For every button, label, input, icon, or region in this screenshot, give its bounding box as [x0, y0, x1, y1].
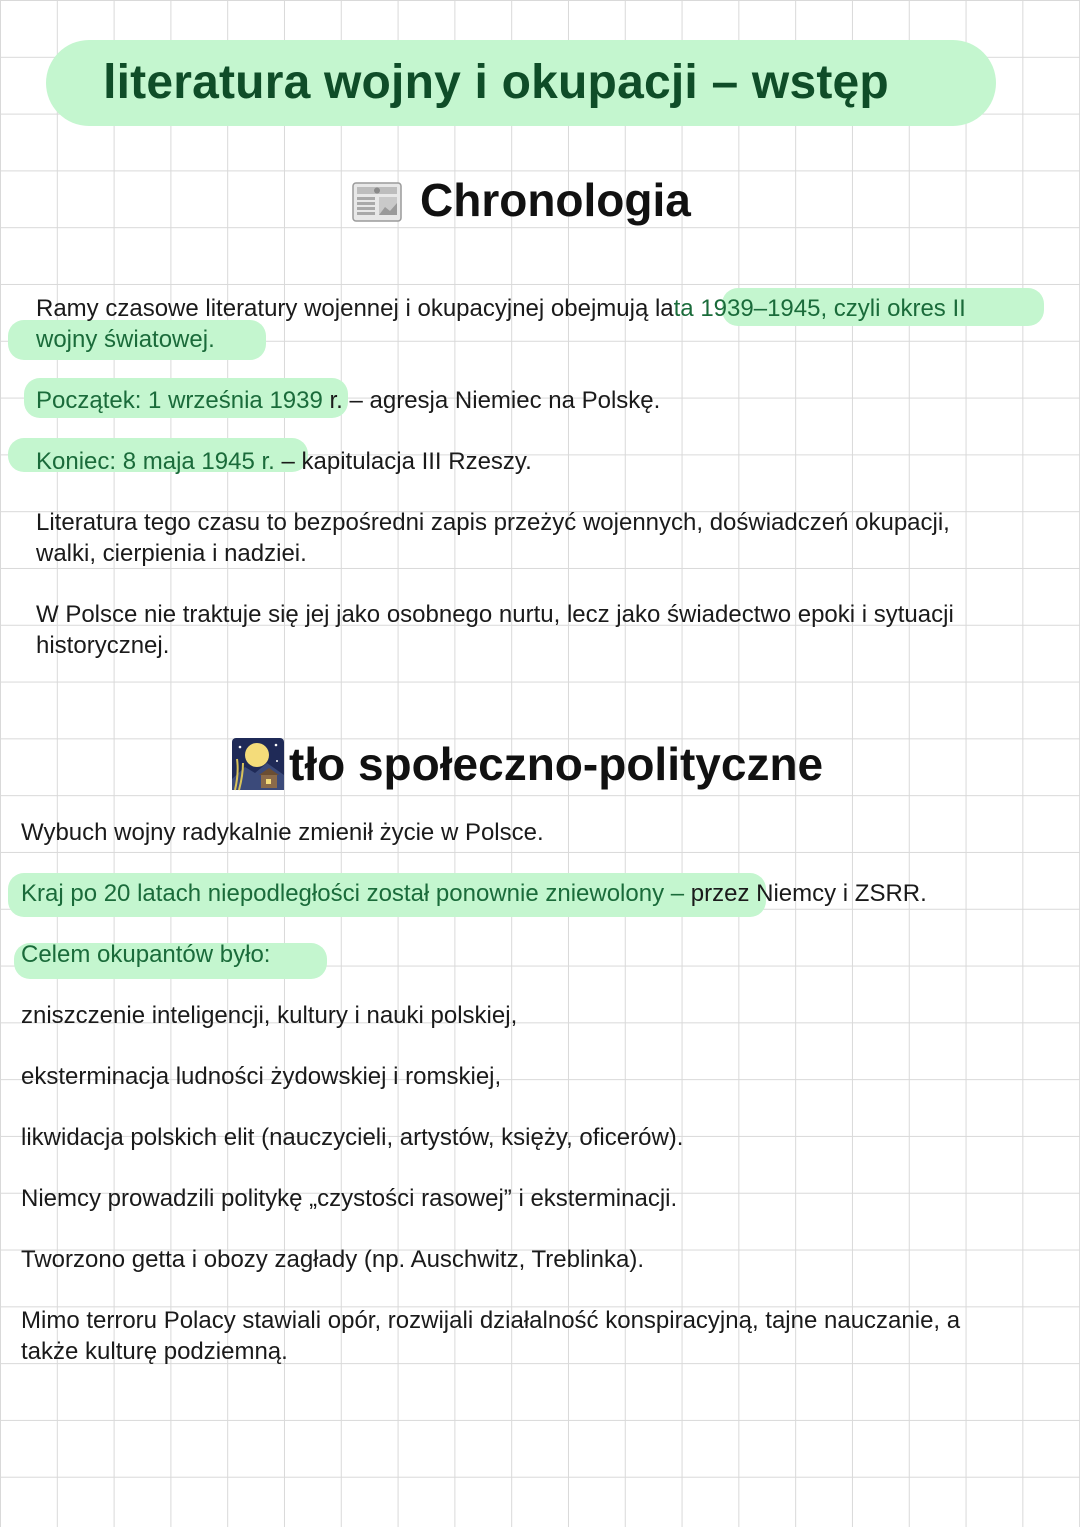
paragraph-celem	[21, 939, 270, 970]
koniec-highlight: Koniec: 8 maja 1945 r.	[36, 448, 275, 475]
section-heading-chronologia	[352, 170, 691, 230]
mimo-line-2: także kulturę podziemną.	[21, 1338, 288, 1365]
paragraph-ramy	[36, 293, 966, 355]
section-heading-tlo	[231, 734, 823, 794]
getta-text: Tworzono getta i obozy zagłady (np. Auschwitz, Treblinka).	[21, 1246, 644, 1273]
cel-text: likwidacja polskich elit (nauczycieli, artystów, księży, oficerów).	[21, 1124, 684, 1151]
list-item	[21, 1000, 517, 1031]
wpolsce-line-1: W Polsce nie traktuje się jej jako osobnego nurtu, lecz jako świadectwo epoki i sytuacji	[36, 601, 954, 628]
paragraph-w-polsce	[36, 599, 954, 661]
paragraph-koniec	[36, 446, 532, 477]
poczatek-text: r. – agresja Niemiec na Polskę.	[322, 387, 661, 414]
wybuch-text: Wybuch wojny radykalnie zmienił życie w Polsce.	[21, 819, 544, 846]
paragraph-niemcy	[21, 1183, 677, 1214]
list-item	[21, 1122, 683, 1153]
section-heading-label: tło społeczno-polityczne	[289, 738, 824, 790]
page-title: literatura wojny i okupacji – wstęp	[103, 56, 889, 109]
paragraph-kraj	[21, 878, 927, 909]
mimo-line-1: Mimo terroru Polacy stawiali opór, rozwijali działalność konspiracyjną, tajne nauczanie, a	[21, 1307, 961, 1334]
cel-text: eksterminacja ludności żydowskiej i romskiej,	[21, 1063, 502, 1090]
paragraph-mimo	[21, 1305, 960, 1367]
poczatek-highlight: Początek: 1 września 1939	[36, 387, 323, 414]
celem-highlight: Celem okupantów było:	[21, 941, 271, 968]
koniec-text: – kapitulacja III Rzeszy.	[274, 448, 532, 475]
literatura-line-2: walki, cierpienia i nadziei.	[36, 540, 307, 567]
cel-text: zniszczenie inteligencji, kultury i nauki polskiej,	[21, 1002, 518, 1029]
section-heading-label: Chronologia	[420, 174, 691, 226]
newspaper-icon	[352, 179, 402, 221]
ramy-highlight-2: wojny światowej.	[36, 326, 215, 353]
kraj-text: przez Niemcy i ZSRR.	[690, 880, 927, 907]
niemcy-text: Niemcy prowadzili politykę „czystości rasowej” i eksterminacji.	[21, 1185, 678, 1212]
literatura-line-1: Literatura tego czasu to bezpośredni zapis przeżyć wojennych, doświadczeń okupacji,	[36, 509, 950, 536]
ramy-highlight-1: ta 1939–1945, czyli okres II	[673, 295, 966, 322]
ramy-text: Ramy czasowe literatury wojennej i okupacyjnej obejmują la	[36, 295, 674, 322]
kraj-highlight: Kraj po 20 latach niepodległości został ponownie zniewolony –	[21, 880, 691, 907]
night-landscape-icon	[231, 737, 285, 791]
paragraph-poczatek	[36, 385, 660, 416]
wpolsce-line-2: historycznej.	[36, 632, 170, 659]
list-item	[21, 1061, 501, 1092]
paragraph-wybuch	[21, 817, 544, 848]
paragraph-getta	[21, 1244, 644, 1275]
paragraph-literatura	[36, 507, 950, 569]
